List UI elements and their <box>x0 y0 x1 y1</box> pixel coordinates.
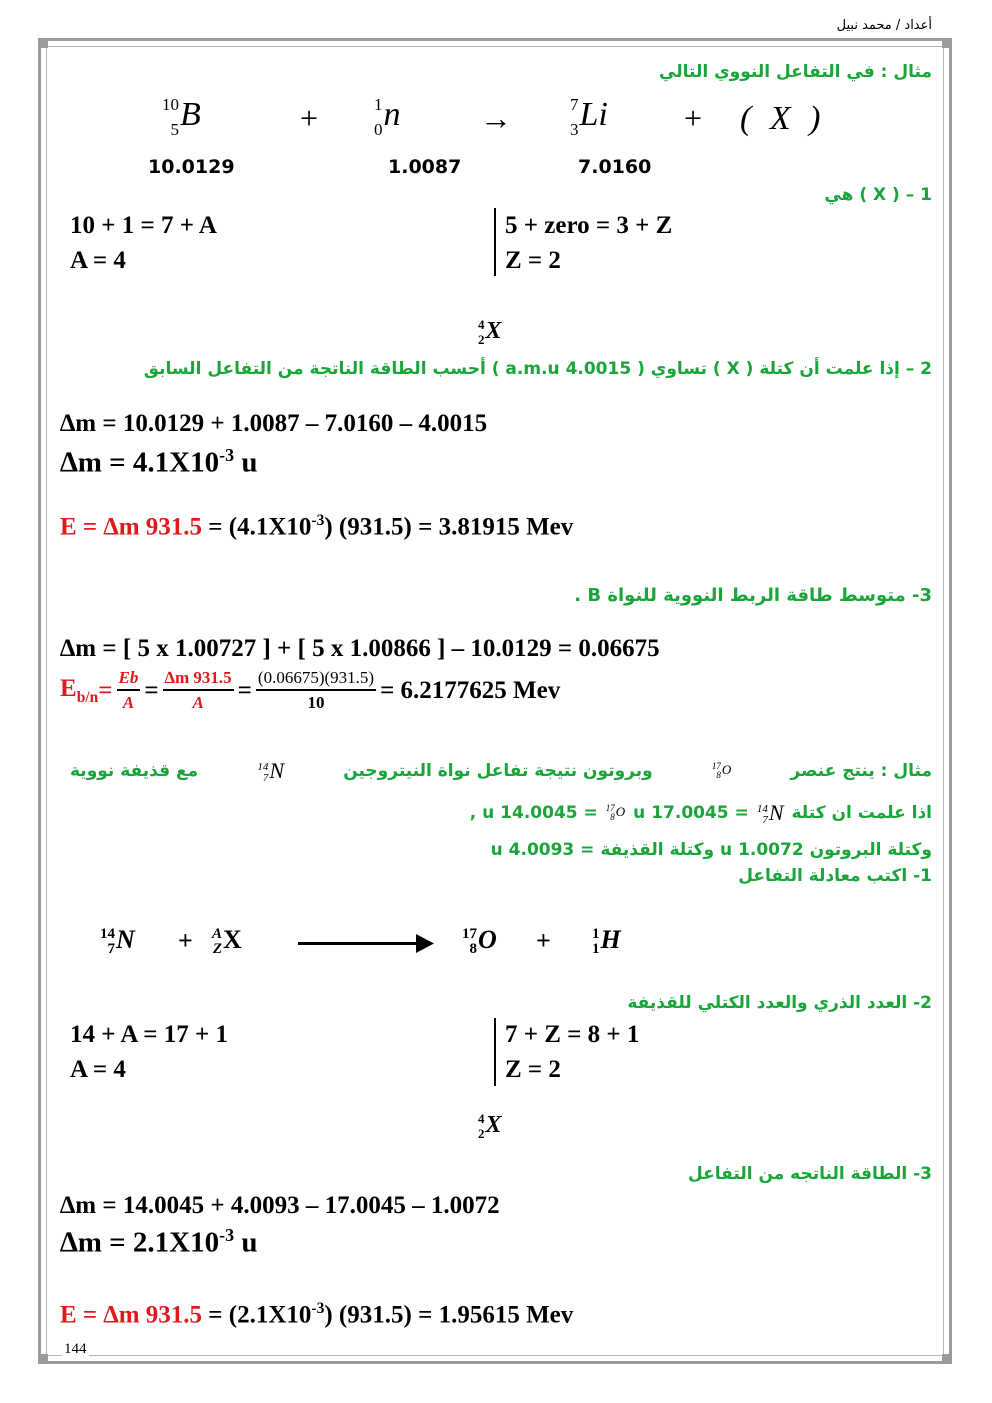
unknown-x: ( X ) <box>740 100 821 137</box>
author-header: أعداد / محمد نبيل <box>836 18 932 33</box>
plus-sign: + <box>536 926 551 955</box>
nuclide-boron: 10 5 B <box>162 95 201 140</box>
fraction-dm-over-a: $\frac{\Delta m 931.5}{A}$ <box>164 668 232 712</box>
atomic-number-result: Z = 2 <box>505 1056 561 1083</box>
divider <box>494 1018 496 1086</box>
binding-energy-per-nucleon-eq: $E_{b/n}$ = $\frac{Eb}{A}$ = $\frac{\Delta m 931.5}{A}$ = $\frac{(0.06675)(931.5)}{10}$ = 6.2177625 Mev <box>60 668 561 712</box>
corner-ornament <box>38 1354 48 1364</box>
divider <box>494 208 496 276</box>
example2-line2: اذا علمت ان كتلة 14 7 N = 17.0045 u 17 8 O = 14.0045 u , <box>469 800 932 826</box>
example2-question-2: 2- العدد الذري والعدد الكتلي للقذيفة <box>627 993 932 1013</box>
mass-defect-result: $\Delta m = 4.1X10^{-3}$ u <box>60 445 258 479</box>
example2-line3: وكتلة البروتون 1.0072 u وكتلة القذيفة = 4.0093 u <box>490 840 932 860</box>
mass-defect-eq: ∆m = 14.0045 + 4.0093 – 17.0045 – 1.0072 <box>60 1192 500 1219</box>
plus-sign: + <box>178 926 193 955</box>
nuclide-lithium: 7 3 Li <box>570 95 608 140</box>
mass-defect-eq: ∆m = 10.0129 + 1.0087 – 7.0160 – 4.0015 <box>60 410 488 437</box>
question-2: 2 – إذا علمت أن كتلة ( X ) تساوي ( 4.0015 a.m.u ) أحسب الطاقة الناتجة من التفاعل السابق <box>143 359 932 379</box>
mass-number-result: A = 4 <box>70 1056 126 1083</box>
atomic-number-eq: 5 + zero = 3 + Z <box>505 212 673 239</box>
nuclide-nitrogen-inline: 14 7 N <box>257 758 285 784</box>
atomic-number-result: Z = 2 <box>505 247 561 274</box>
question-3: 3- متوسط طاقة الربط النووية للنواة B . <box>574 585 932 606</box>
mass-lithium: 7.0160 <box>578 156 652 178</box>
reaction-arrow: → <box>480 100 512 136</box>
nuclide-oxygen-inline: 17 8 O <box>711 761 732 780</box>
mass-neutron: 1.0087 <box>388 156 462 178</box>
example1-title: مثال : في التفاعل النووي التالي <box>659 62 932 82</box>
nuclide-projectile: A Z X <box>212 925 242 958</box>
reaction-arrow <box>298 942 420 945</box>
fraction-numeric: $\frac{(0.06675)(931.5)}{10}$ <box>257 668 375 712</box>
mass-number-eq: 10 + 1 = 7 + A <box>70 212 217 239</box>
mass-defect-result: $\Delta m = 2.1X10^{-3}$ u <box>60 1225 258 1259</box>
example2-question-3: 3- الطاقة الناتجه من التفاعل <box>687 1164 932 1184</box>
nuclide-x-result: 4 2 X <box>478 1111 502 1142</box>
nuclide-nitrogen: 14 7 N <box>100 925 135 958</box>
mass-number-result: A = 4 <box>70 247 126 274</box>
binding-mass-defect-eq: ∆m = [ 5 x 1.00727 ] + [ 5 x 1.00866 ] – 10.0129 = 0.06675 <box>60 635 660 662</box>
nuclide-oxygen: 17 8 O <box>462 925 497 958</box>
energy-eq: E = ∆m $931.5 = (2.1X10^{-3}) (931.5) = 1.95615$ Mev <box>60 1300 574 1329</box>
nuclide-nitrogen-inline: 14 7 N <box>756 800 784 826</box>
arrow-head-icon <box>416 934 434 953</box>
fraction-eb-over-a: $\frac{Eb}{A}$ <box>118 668 139 712</box>
question-1: 1 – ( X ) هي <box>824 185 932 205</box>
corner-ornament <box>38 38 48 48</box>
plus-sign: + <box>300 100 319 136</box>
nuclide-hydrogen: 1 1 H <box>592 925 621 958</box>
atomic-number-eq: 7 + Z = 8 + 1 <box>505 1021 640 1048</box>
corner-ornament <box>942 1354 952 1364</box>
example2-line1: مثال : ينتج عنصر 17 8 O وبروتون نتيجة تفاعل نواة النيتروجين 14 7 N مع قذيفة نووية <box>70 758 932 784</box>
energy-eq: E = ∆m $931.5 = (4.1X10^{-3}) (931.5) = 3.81915$ Mev <box>60 512 574 541</box>
nuclide-oxygen-inline: 17 8 O <box>605 803 626 822</box>
nuclide-x-result: 4 2 X <box>478 317 502 348</box>
example2-line4: 1- اكتب معادلة التفاعل <box>738 866 932 886</box>
mass-boron: 10.0129 <box>148 156 235 178</box>
corner-ornament <box>942 38 952 48</box>
plus-sign: + <box>684 100 703 136</box>
page-number: 144 <box>64 1341 87 1357</box>
mass-number-eq: 14 + A = 17 + 1 <box>70 1021 229 1048</box>
nuclide-neutron: 1 0 n <box>374 95 401 140</box>
